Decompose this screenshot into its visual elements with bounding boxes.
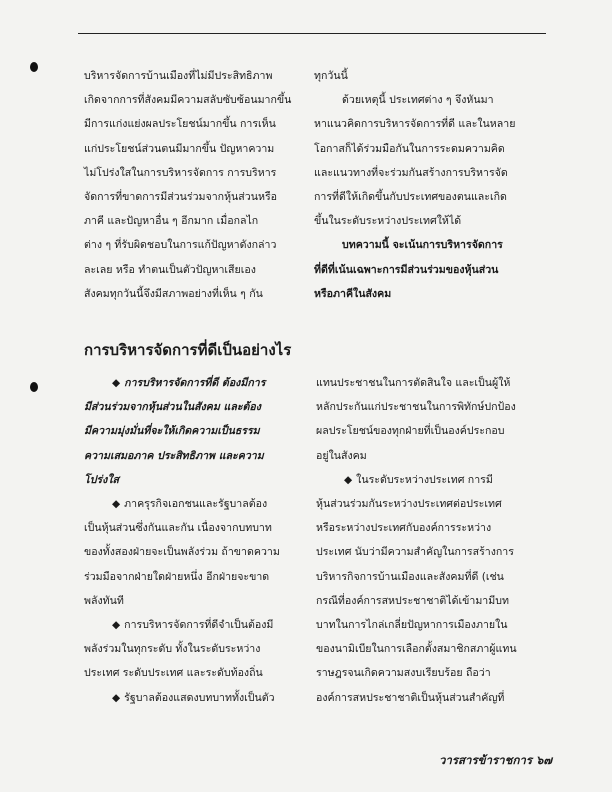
text-line: เกิดจากการที่สังคมมีความสลับซับซ้อนมากขึ้น [84,94,292,107]
bullet-text: ประเทศ นับว่ามีความสำคัญในการสร้างการ [316,546,514,559]
text-line: ต่าง ๆ ที่รับผิดชอบในการแก้ปัญหาดังกล่าว [84,239,277,252]
bullet-text: โปร่งใส [84,473,119,486]
text-line: แทนประชาชนในการตัดสินใจ และเป็นผู้ให้ [316,377,511,389]
text-line: โอกาสก็ได้ร่วมมือกันในการระดมความคิด [314,142,505,155]
bullet-text: ของนามิเบียในการเลือกตั้งสมาชิกสภาผู้แทน [316,643,517,656]
page-footer: วารสารข้าราชการ ๖๗ [438,753,552,767]
bullet-text: หรือระหว่างประเทศกับองค์การระหว่าง [316,522,492,535]
text-line: สังคมทุกวันนี้จึงมีสภาพอย่างที่เห็น ๆ กัน [84,287,263,300]
bullet-text: ของทั้งสองฝ่ายจะเป็นพลังร่วม ถ้าขาดความ [84,546,280,559]
bullet-text: เป็นหุ้นส่วนซึ่งกันและกัน เนื่องจากบทบาท [84,522,272,535]
column-2-text [314,64,544,306]
text-line: ละเลย หรือ ทำตนเป็นตัวปัญหาเสียเอง [84,263,256,276]
punch-hole-mark [30,382,38,392]
bullet-text: กรณีที่องค์การสหประชาชาติได้เข้ามามีบท [316,594,509,607]
punch-hole-mark [30,62,38,72]
column-4-text [316,371,544,710]
bullet-text: พลังร่วมในทุกระดับ ทั้งในระดับระหว่าง [84,643,261,656]
bullet-text: ร่วมมือจากฝ่ายใดฝ่ายหนึ่ง อีกฝ่ายจะขาด [84,570,270,583]
diamond-bullet-icon: ◆ [112,619,121,632]
bullet-text: มีส่วนร่วมจากหุ้นส่วนในสังคม และต้อง [84,401,261,414]
text-line: อยู่ในสังคม [316,449,367,462]
bullet-text: มีความมุ่งมั่นที่จะให้เกิดความเป็นธรรม [84,425,260,438]
bullet-text: รัฐบาลต้องแสดงบทบาททั้งเป็นตัว [124,691,275,704]
text-line: จัดการที่ขาดการมีส่วนร่วมจากหุ้นส่วนหรือ [84,191,277,204]
bullet-text: การบริหารจัดการที่ดี ต้องมีการ [124,377,266,389]
bullet-text: พลังทันที [84,594,124,607]
text-line: ภาคี และปัญหาอื่น ๆ อีกมาก เมื่อกลไก [84,215,259,228]
column-1-text [84,64,300,306]
bullet-text: ราษฎรจนเกิดความสงบเรียบร้อย ถือว่า [316,667,491,680]
text-line: บริหารจัดการบ้านเมืองที่ไม่มีประสิทธิภาพ [84,70,273,82]
bullet-text: บริหารกิจการบ้านเมืองและสังคมที่ดี (เช่น [316,570,504,583]
text-line: หลักประกันแก่ประชาชนในการพิทักษ์ปกป้อง [316,401,516,414]
bullet-text: ความเสมอภาค ประสิทธิภาพ และความ [84,449,264,462]
bullet-text: ประเทศ ระดับประเทศ และระดับท้องถิ่น [84,667,263,680]
bullet-text: องค์การสหประชาชาติเป็นหุ้นส่วนสำคัญที่ [316,691,505,704]
diamond-bullet-icon: ◆ [112,377,121,389]
emphasis-line: บทความนี้ จะเน้นการบริหารจัดการ [342,239,503,252]
diamond-bullet-icon: ◆ [112,498,121,511]
section-heading: การบริหารจัดการที่ดีเป็นอย่างไร [84,341,292,359]
bullet-text: ภาครุรกิจเอกชนและรัฐบาลต้อง [124,498,268,511]
diamond-bullet-icon: ◆ [344,473,353,486]
text-line: ผลประโยชน์ของทุกฝ่ายที่เป็นองค์ประกอบ [316,425,505,438]
emphasis-line: หรือภาคีในสังคม [314,287,392,300]
text-line: มีการแก่งแย่งผลประโยชน์มากขึ้น การเห็น [84,118,276,131]
bullet-text: บาทในการไกล่เกลี่ยปัญหาการเมืองภายใน [316,619,508,632]
text-line: การที่ดีให้เกิดขึ้นกับประเทศของตนและเกิด [314,191,507,204]
text-line: แก่ประโยชน์ส่วนตนมีมากขึ้น ปัญหาความ [84,142,275,155]
diamond-bullet-icon: ◆ [112,691,121,704]
bullet-text: หุ้นส่วนร่วมกันระหว่างประเทศต่อประเทศ [316,498,502,511]
emphasis-line: ที่ดีที่เน้นเฉพาะการมีส่วนร่วมของหุ้นส่วน [314,263,499,276]
text-line: ด้วยเหตุนี้ ประเทศต่าง ๆ จึงหันมา [342,94,494,107]
text-line: ทุกวันนี้ [314,70,348,82]
header-rule [78,33,546,34]
bullet-text: ในระดับระหว่างประเทศ การมี [356,473,493,486]
column-3-text [84,371,302,710]
text-line: และแนวทางที่จะร่วมกันสร้างการบริหารจัด [314,166,508,179]
text-line: หาแนวคิดการบริหารจัดการที่ดี และในหลาย [314,118,516,131]
text-line: ขึ้นในระดับระหว่างประเทศให้ได้ [314,215,462,228]
text-line: ไม่โปร่งใสในการบริหารจัดการ การบริหาร [84,166,277,179]
bullet-text: การบริหารจัดการที่ดีจำเป็นต้องมี [124,619,274,632]
